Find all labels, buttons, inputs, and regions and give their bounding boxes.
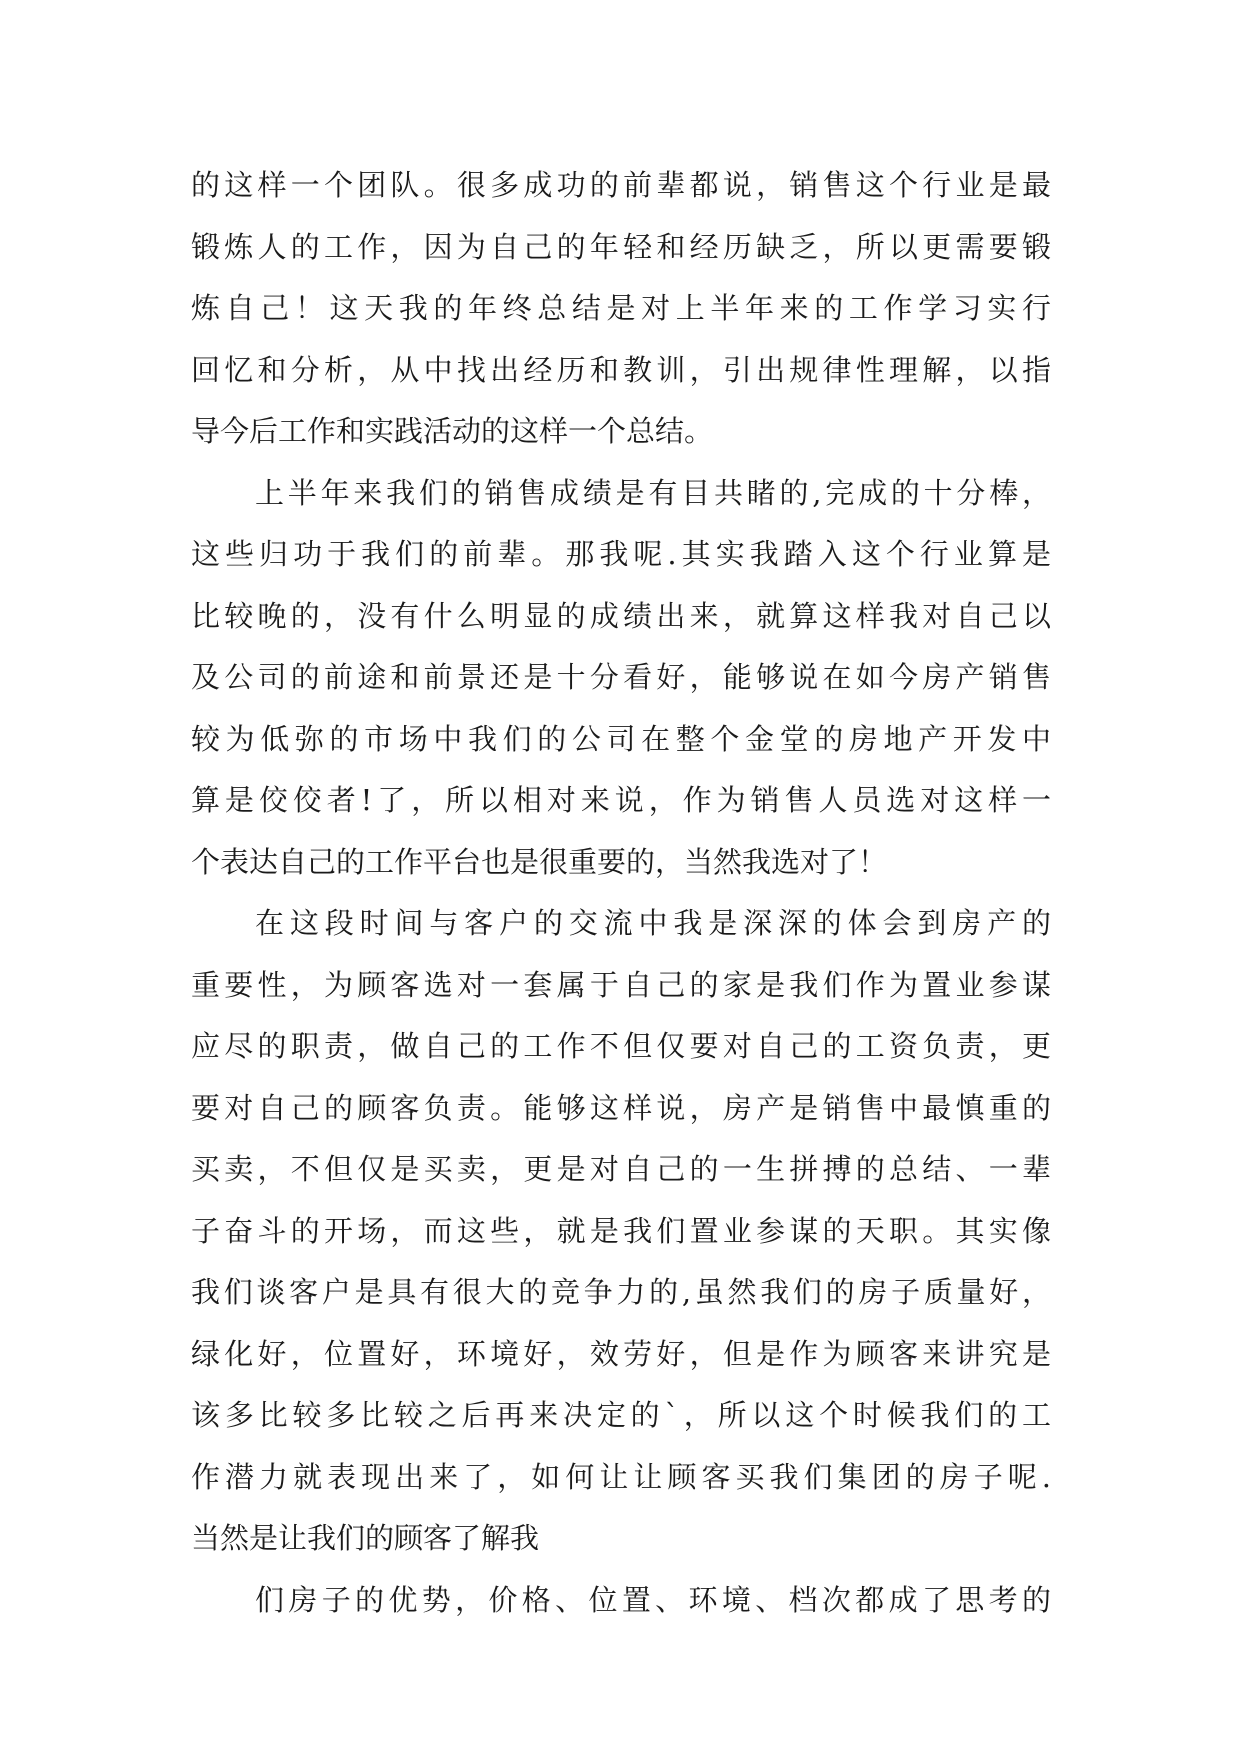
text-line: 买卖，不但仅是买卖，更是对自己的一生拼搏的总结、一辈: [191, 1152, 1051, 1186]
text-line: 当然是让我们的顾客了解我: [191, 1521, 540, 1555]
text-line: 绿化好，位置好，环境好，效劳好，但是作为顾客来讲究是: [191, 1336, 1051, 1371]
text-line: 的这样一个团队。很多成功的前辈都说，销售这个行业是最: [191, 168, 1051, 202]
text-line: 该多比较多比较之后再来决定的`，所以这个时候我们的工: [191, 1398, 1051, 1432]
text-line: 及公司的前途和前景还是十分看好，能够说在如今房产销售: [191, 660, 1051, 694]
text-line: 子奋斗的开场，而这些，就是我们置业参谋的天职。其实像: [191, 1213, 1051, 1248]
text-line: 导今后工作和实践活动的这样一个总结。: [191, 414, 714, 448]
text-line: 炼自己！这天我的年终总结是对上半年来的工作学习实行: [191, 291, 1051, 325]
paragraph-4: [191, 1570, 1051, 1632]
text-line: 个表达自己的工作平台也是很重要的，当然我选对了！: [191, 844, 888, 879]
paragraph-1: [191, 155, 1051, 463]
text-line: 在这段时间与客户的交流中我是深深的体会到房产的: [255, 906, 1051, 940]
text-line: 回忆和分析，从中找出经历和教训，引出规律性理解，以指: [191, 352, 1051, 387]
text-line: 这些归功于我们的前辈。那我呢.其实我踏入这个行业算是: [191, 537, 1051, 571]
text-line: 较为低弥的市场中我们的公司在整个金堂的房地产开发中: [191, 721, 1051, 756]
paragraph-2: [191, 463, 1051, 894]
text-line: 比较晚的，没有什么明显的成绩出来，就算这样我对自己以: [191, 598, 1051, 633]
text-line: 我们谈客户是具有很大的竞争力的,虽然我们的房子质量好，: [191, 1275, 1051, 1309]
paragraph-3: [191, 893, 1051, 1570]
text-line: 算是佼佼者!了，所以相对来说，作为销售人员选对这样一: [191, 783, 1051, 817]
text-line: 重要性，为顾客选对一套属于自己的家是我们作为置业参谋: [191, 967, 1051, 1002]
document-page: [191, 155, 1051, 1631]
text-line: 锻炼人的工作，因为自己的年轻和经历缺乏，所以更需要锻: [191, 229, 1051, 264]
text-line: 应尽的职责，做自己的工作不但仅要对自己的工资负责，更: [191, 1029, 1051, 1063]
text-line: 们房子的优势，价格、位置、环境、档次都成了思考的: [255, 1582, 1051, 1617]
text-line: 作潜力就表现出来了，如何让让顾客买我们集团的房子呢.: [191, 1459, 1051, 1494]
text-line: 上半年来我们的销售成绩是有目共睹的,完成的十分棒，: [255, 475, 1051, 510]
text-line: 要对自己的顾客负责。能够这样说，房产是销售中最慎重的: [191, 1090, 1051, 1125]
